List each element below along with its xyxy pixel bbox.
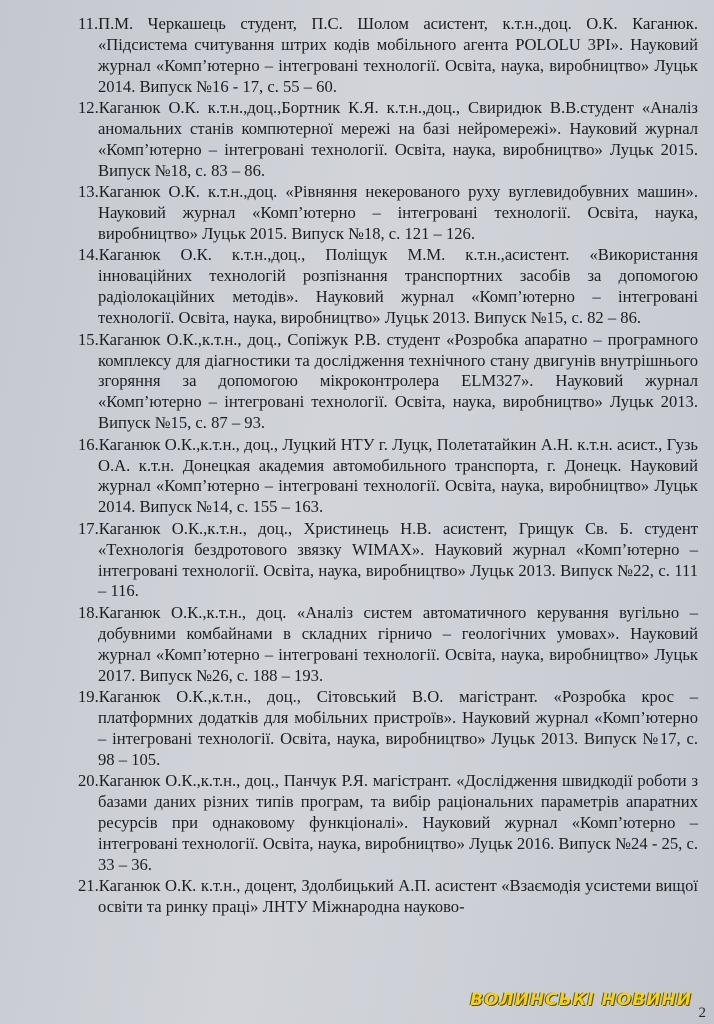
- reference-list: [78, 14, 698, 918]
- reference-entry-18: 18.Каганюк О.К.,к.т.н., доц. «Аналіз систем автоматичного керування вугільно – добувними комбайнами в складних гірничо – геологічних умовах». Науковий журнал «Комп’ютерно – інтегровані технології. Освіта, наука, виробництво» Луцьк 2017. Випуск №26, с. 188 – 193.: [78, 602, 698, 685]
- reference-entry-19: 19.Каганюк О.К.,к.т.н., доц., Сітовський В.О. магістрант. «Розробка крос – платформних додатків для мобільних пристроїв». Науковий журнал «Комп’ютерно – інтегровані технології. Освіта, наука, виробництво» Луцьк 2013. Випуск №17, с. 98 – 105.: [78, 687, 698, 769]
- reference-entry-17: 17.Каганюк О.К.,к.т.н., доц., Христинець Н.В. асистент, Грищук Св. Б. студент «Технологія бездротового звязку WIMAX». Науковий журнал «Комп’ютерно – інтегровані технології. Освіта, наука, виробництво» Луцьк 2013. Випуск №22, с. 111 – 116.: [78, 518, 698, 601]
- reference-entry-16: 16.Каганюк О.К.,к.т.н., доц., Луцкий НТУ г. Луцк, Полетатайкин А.Н. к.т.н. асист., Гузь О.А. к.т.н. Донецкая академия автомобильного транспорта, г. Донецк. Науковий журнал «Комп’ютерно – інтегровані технології. Освіта, наука, виробництво» Луцьк 2014. Випуск №14, с. 155 – 163.: [78, 434, 698, 517]
- watermark-logo: ВОЛИНСЬКІ НОВИНИ: [470, 990, 692, 1010]
- reference-entry-21: 21.Каганюк О.К. к.т.н., доцент, Здолбицький А.П. асистент «Взаємодія усистеми вищої освіти та ринку праці» ЛНТУ Міжнародна науково-: [78, 876, 698, 917]
- reference-entry-11: 11.П.М. Черкашець студент, П.С. Шолом асистент, к.т.н.,доц. О.К. Каганюк. «Підсистема считування штрих кодів мобільного агента POLOLU 3PI». Науковий журнал «Комп’ютерно – інтегровані технології. Освіта, наука, виробництво» Луцьк 2014. Випуск №16 - 17, с. 55 – 60.: [78, 14, 698, 96]
- reference-entry-12: 12.Каганюк О.К. к.т.н.,доц.,Бортник К.Я. к.т.н.,доц., Свиридюк В.В.студент «Аналіз аномальних станів компютерної мережі на базі нейромережі». Науковий журнал «Комп’ютерно – інтегровані технології. Освіта, наука, виробництво» Луцьк 2015. Випуск №18, с. 83 – 86.: [78, 98, 698, 180]
- reference-entry-20: 20.Каганюк О.К.,к.т.н., доц., Панчук Р.Я. магістрант. «Дослідження швидкодії роботи з базами даних різних типів програм, та вибір раціональних параметрів апаратних ресурсів при однаковому функціоналі». Науковий журнал «Комп’ютерно – інтегровані технології. Освіта, наука, виробництво» Луцьк 2016. Випуск №24 - 25, с. 33 – 36.: [78, 771, 698, 874]
- page-number: 2: [698, 1005, 706, 1021]
- reference-entry-13: 13.Каганюк О.К. к.т.н.,доц. «Рівняння некерованого руху вуглевидобувних машин». Науковий журнал «Комп’ютерно – інтегровані технології. Освіта, наука, виробництво» Луцьк 2015. Випуск №18, с. 121 – 126.: [78, 182, 698, 244]
- reference-entry-14: 14.Каганюк О.К. к.т.н.,доц., Поліщук М.М. к.т.н.,асистент. «Використання інноваційних технологій розпізнання транспортних засобів за допомогою радіолокаційних методів». Науковий журнал «Комп’ютерно – інтегровані технології. Освіта, наука, виробництво» Луцьк 2013. Випуск №15, с. 82 – 86.: [78, 245, 698, 328]
- reference-entry-15: 15.Каганюк О.К.,к.т.н., доц., Сопіжук Р.В. студент «Розробка апаратно – програмного комплексу для діагностики та дослідження технічного стану двигунів внутрішнього згоряння за допомогою мікроконтролера ELM327». Науковий журнал «Комп’ютерно – інтегровані технології. Освіта, наука, виробництво» Луцьк 2013. Випуск №15, с. 87 – 93.: [78, 329, 698, 433]
